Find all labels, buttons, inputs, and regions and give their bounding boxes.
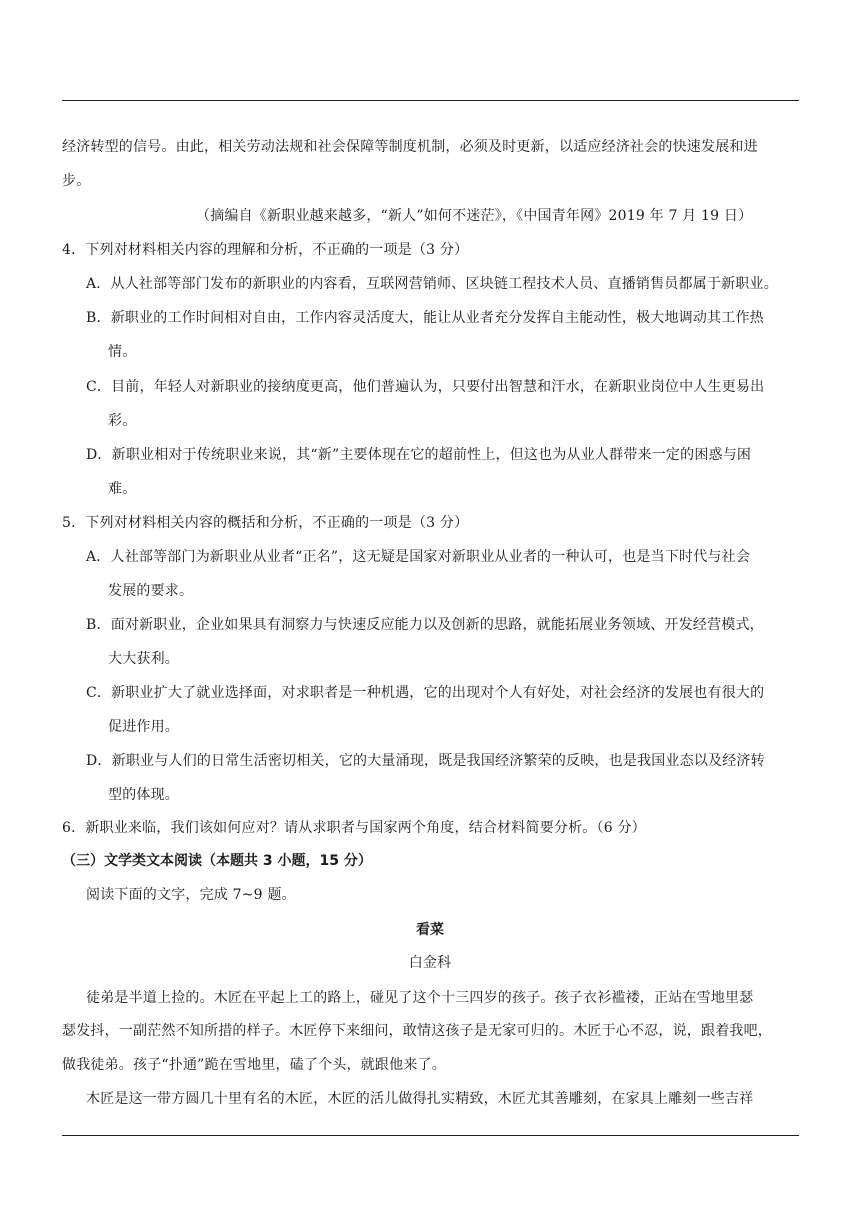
- question-5-option-a-cont: 发展的要求。: [108, 583, 194, 599]
- section-heading: （三）文学类文本阅读（本题共 3 小题，15 分）: [62, 853, 372, 869]
- question-4-option-d-cont: 难。: [108, 481, 137, 497]
- question-5-option-c-cont: 促进作用。: [108, 719, 179, 735]
- question-4-option-a: A．从人社部等部门发布的新职业的内容看，互联网营销师、区块链工程技术人员、直播销售员都属于新职业。: [86, 276, 778, 292]
- story-author: 白金科: [408, 955, 452, 971]
- question-5-option-a: A．人社部等部门为新职业从业者“正名”，这无疑是国家对新职业从业者的一种认可，也是当下时代与社会: [86, 549, 751, 565]
- passage-source: （摘编自《新职业越来越多，“新人”如何不迷茫》，《中国青年网》2019 年 7 月 19 日）: [196, 208, 753, 224]
- story-paragraph-line: 做我徒弟。孩子“扑通”跪在雪地里，磕了个头，就跟他来了。: [62, 1057, 446, 1073]
- question-4-option-c: C．目前，年轻人对新职业的接纳度更高，他们普遍认为，只要付出智慧和汗水，在新职业岗位中人生更易出: [86, 379, 765, 395]
- section-instruction: 阅读下面的文字，完成 7~9 题。: [86, 887, 296, 903]
- question-4-option-d: D．新职业相对于传统职业来说，其“新”主要体现在它的超前性上，但这也为从业人群带来一定的困惑与困: [86, 447, 752, 463]
- story-paragraph-line: 木匠是这一带方圆几十里有名的木匠，木匠的活儿做得扎实精致，木匠尤其善雕刻，在家具上雕刻一些吉祥: [86, 1091, 754, 1107]
- question-4-option-b-cont: 情。: [108, 344, 137, 360]
- question-4-option-c-cont: 彩。: [108, 413, 137, 429]
- question-5-stem: 5．下列对材料相关内容的概括和分析，不正确的一项是（3 分）: [62, 515, 469, 531]
- passage-line: 经济转型的信号。由此，相关劳动法规和社会保障等制度机制，必须及时更新，以适应经济社会的快速发展和进: [62, 139, 758, 155]
- footer-rule: [62, 1135, 799, 1136]
- question-6-stem: 6．新职业来临，我们该如何应对？请从求职者与国家两个角度，结合材料简要分析。（6 分）: [62, 820, 646, 836]
- question-5-option-d: D．新职业与人们的日常生活密切相关，它的大量涌现，既是我国经济繁荣的反映，也是我国业态以及经济转: [86, 753, 765, 769]
- question-4-option-b: B．新职业的工作时间相对自由，工作内容灵活度大，能让从业者充分发挥自主能动性，极大地调动其工作热: [86, 310, 764, 326]
- passage-line: 步。: [62, 173, 91, 189]
- story-title: 看菜: [416, 922, 444, 938]
- question-5-option-c: C．新职业扩大了就业选择面，对求职者是一种机遇，它的出现对个人有好处，对社会经济的发展也有很大的: [86, 685, 765, 701]
- question-4-stem: 4．下列对材料相关内容的理解和分析，不正确的一项是（3 分）: [62, 242, 469, 258]
- story-paragraph-line: 瑟发抖，一副茫然不知所措的样子。木匠停下来细问，敢情这孩子是无家可归的。木匠于心不忍，说，跟着我吧，: [62, 1023, 772, 1039]
- question-5-option-b: B．面对新职业，企业如果具有洞察力与快速反应能力以及创新的思路，就能拓展业务领域、开发经营模式，: [86, 617, 764, 633]
- question-5-option-d-cont: 型的体现。: [108, 787, 179, 803]
- header-rule: [62, 100, 799, 101]
- story-paragraph-line: 徒弟是半道上捡的。木匠在平起上工的路上，碰见了这个十三四岁的孩子。孩子衣衫褴褛，正站在雪地里瑟: [86, 990, 754, 1006]
- question-5-option-b-cont: 大大获利。: [108, 651, 179, 667]
